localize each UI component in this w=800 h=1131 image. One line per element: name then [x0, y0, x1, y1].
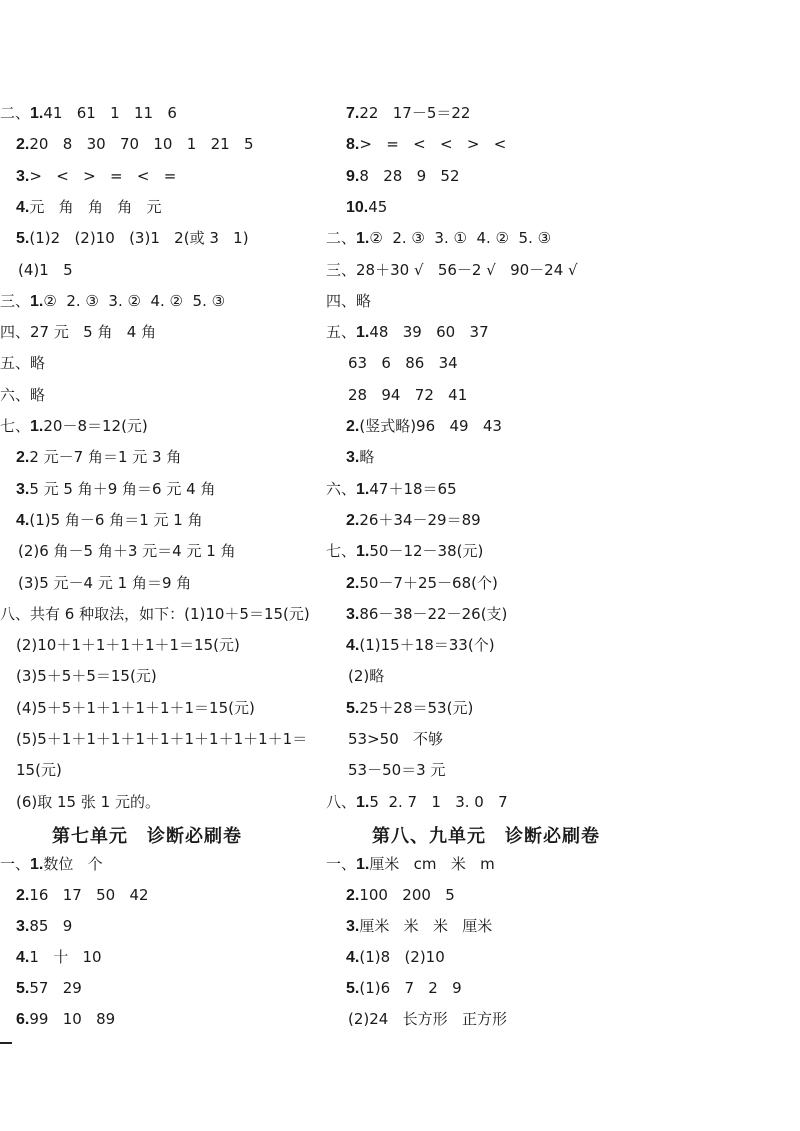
question-number: 1.: [356, 480, 370, 498]
question-number: 5.: [346, 980, 360, 997]
section-marker: 四、: [0, 323, 31, 342]
answer-line: [16, 761, 62, 779]
section-marker: 五、: [0, 354, 31, 373]
question-number: 5.: [16, 230, 30, 248]
section-marker: 八、: [0, 604, 31, 623]
answer-text: 略: [356, 291, 372, 310]
question-number: 6.: [16, 1011, 30, 1028]
question-number: 10.: [346, 198, 369, 216]
answer-line: [346, 917, 492, 936]
answer-text: 略: [30, 385, 46, 404]
answer-text: > < > = < =: [29, 166, 177, 185]
answer-line: [348, 667, 384, 685]
answer-text: > = < < > <: [359, 135, 507, 154]
question-number: 3.: [16, 480, 30, 498]
answer-text: 20 8 30 70 10 1 21 5: [29, 135, 254, 154]
answer-line: [326, 292, 371, 310]
answer-line: [326, 480, 457, 499]
answer-text: 57 29: [29, 979, 82, 997]
answer-line: [16, 667, 157, 685]
answer-line: [0, 386, 45, 404]
answer-line: [0, 292, 225, 311]
answer-line: [18, 261, 73, 279]
section-marker: 七、: [0, 417, 31, 435]
answer-line: [16, 730, 307, 748]
question-number: 2.: [346, 574, 360, 592]
section-marker: 二、: [326, 229, 357, 248]
answer-text: 27 元 5 角 4 角: [30, 323, 157, 342]
answer-line: [346, 886, 455, 905]
question-number: 1.: [356, 793, 370, 811]
answer-text: 20－8＝12(元): [43, 417, 148, 435]
answer-line: [0, 605, 310, 623]
answer-text: 厘米 米 米 厘米: [359, 917, 493, 935]
section-marker: 六、: [0, 385, 31, 404]
answer-text: 50－12－38(元): [369, 542, 484, 561]
answer-line: [346, 417, 502, 436]
section-marker: 八、: [326, 792, 357, 811]
answer-line: [348, 354, 458, 372]
answer-text: 22 17－5＝22: [359, 104, 471, 122]
question-number: 2.: [16, 136, 30, 154]
answer-text: (1)8 (2)10: [359, 948, 445, 966]
answer-text: 厘米 cm 米 m: [369, 855, 495, 873]
answer-text: (2)10＋1＋1＋1＋1＋1＝15(元): [16, 636, 240, 655]
answer-line: [348, 1010, 507, 1028]
question-number: 1.: [30, 418, 44, 435]
question-number: 1.: [30, 105, 44, 122]
question-number: 4.: [16, 949, 30, 966]
answer-line: [16, 511, 203, 530]
answer-text: (1)5 角－6 角＝1 元 1 角: [29, 510, 203, 529]
answer-text: 略: [30, 354, 46, 373]
section-marker: 二、: [0, 104, 31, 122]
answer-text: 15(元): [16, 761, 62, 780]
answer-line: [0, 323, 156, 341]
answer-line: [16, 699, 255, 717]
question-number: 9.: [346, 167, 360, 185]
answer-text: 共有 6 种取法，如下：(1)10＋5＝15(元): [30, 604, 310, 623]
question-number: 2.: [16, 887, 30, 904]
answer-text: ② 2. ③ 3. ② 4. ② 5. ③: [43, 291, 226, 310]
answer-text: (4)1 5: [18, 260, 73, 279]
answer-text: (竖式略)96 49 43: [359, 417, 502, 435]
answer-text: 28＋30 √ 56－2 √ 90－24 √: [356, 260, 578, 279]
answer-line: [346, 979, 462, 998]
answer-text: 25＋28＝53(元): [359, 698, 474, 717]
section-marker: 六、: [326, 479, 357, 498]
answer-line: [326, 323, 489, 342]
question-number: 3.: [346, 918, 360, 935]
answer-text: 85 9: [29, 917, 73, 935]
answer-line: [348, 730, 443, 748]
answer-line: [16, 1010, 115, 1029]
question-number: 1.: [356, 230, 370, 248]
answer-line: [346, 135, 506, 154]
answer-line: [0, 354, 45, 372]
answer-text: 28 94 72 41: [348, 385, 468, 404]
answer-text: (6)取 15 张 1 元的。: [16, 792, 160, 811]
answer-text: 53>50 不够: [348, 730, 444, 748]
question-number: 1.: [356, 324, 370, 342]
answer-text: 99 10 89: [29, 1010, 116, 1028]
answer-text: 元 角 角 角 元: [29, 197, 162, 216]
question-number: 5.: [16, 980, 30, 997]
answer-text: 数位 个: [43, 855, 103, 873]
answer-text: 45: [368, 197, 388, 216]
answer-text: 41 61 1 11 6: [43, 104, 177, 122]
unit-7-heading: 第七单元 诊断必刷卷: [52, 826, 242, 847]
answer-text: 48 39 60 37: [369, 323, 489, 342]
answer-line: [346, 198, 387, 217]
answer-line: [346, 699, 473, 718]
answer-line: [16, 636, 240, 654]
answer-line: [346, 167, 460, 186]
question-number: 1.: [356, 856, 370, 873]
answer-line: [346, 448, 374, 467]
answer-text: (5)5＋1＋1＋1＋1＋1＋1＋1＋1＋1＋1＝: [16, 730, 308, 748]
answer-line: [346, 948, 445, 967]
answer-line: [18, 574, 191, 592]
question-number: 1.: [356, 543, 370, 561]
answer-line: [16, 948, 102, 967]
answer-text: 5 2. 7 1 3. 0 7: [369, 792, 508, 811]
answer-text: (1)6 7 2 9: [359, 979, 462, 997]
answer-text: 86－38－22－26(支): [359, 604, 508, 623]
answer-text: 1 十 10: [29, 948, 102, 966]
answer-text: 8 28 9 52: [359, 166, 460, 185]
answer-line: [0, 417, 148, 436]
answer-line: [16, 167, 176, 186]
answer-text: 50－7＋25－68(个): [359, 573, 498, 592]
question-number: 7.: [346, 105, 360, 122]
question-number: 2.: [346, 887, 360, 904]
answer-line: [16, 480, 215, 499]
answer-text: (3)5 元－4 元 1 角＝9 角: [18, 573, 192, 592]
answer-line: [346, 636, 495, 655]
answer-text: (2)略: [348, 667, 385, 686]
answer-text: 2 元－7 角＝1 元 3 角: [29, 448, 182, 467]
question-number: 1.: [30, 856, 44, 873]
answer-text: 63 6 86 34: [348, 354, 458, 373]
answer-line: [18, 542, 236, 560]
section-marker: 三、: [0, 291, 31, 310]
section-marker: 五、: [326, 323, 357, 342]
question-number: 4.: [16, 511, 30, 529]
question-number: 2.: [346, 418, 360, 435]
question-number: 2.: [346, 511, 360, 529]
answer-line: [16, 979, 82, 998]
answer-text: 略: [359, 448, 375, 467]
answer-text: ② 2. ③ 3. ① 4. ② 5. ③: [369, 229, 552, 248]
answer-line: [16, 793, 160, 811]
answer-line: [16, 198, 162, 217]
answer-line: [346, 511, 481, 530]
answer-line: [16, 135, 254, 154]
answer-text: 26＋34－29＝89: [359, 510, 481, 529]
answer-line: [326, 855, 495, 874]
answer-line: [348, 386, 467, 404]
answer-text: 5 元 5 角＋9 角＝6 元 4 角: [29, 479, 216, 498]
answer-line: [346, 574, 498, 593]
section-marker: 一、: [326, 855, 357, 873]
page-edge-mark: [0, 1042, 12, 1044]
question-number: 1.: [30, 292, 44, 310]
question-number: 3.: [16, 167, 30, 185]
question-number: 3.: [16, 918, 30, 935]
unit-8-9-heading: 第八、九单元 诊断必刷卷: [372, 826, 600, 847]
question-number: 8.: [346, 136, 360, 154]
answer-line: [346, 605, 507, 624]
answer-text: (1)15＋18＝33(个): [359, 636, 495, 655]
answer-line: [346, 104, 470, 123]
answer-line: [0, 855, 103, 874]
answer-line: [326, 793, 508, 812]
answer-line: [326, 261, 578, 279]
question-number: 2.: [16, 449, 30, 467]
answer-line: [16, 917, 72, 936]
answer-text: (4)5＋5＋1＋1＋1＋1＋1＝15(元): [16, 698, 255, 717]
answer-line: [326, 229, 551, 248]
answer-line: [348, 761, 446, 779]
answer-text: 53－50＝3 元: [348, 761, 446, 780]
section-marker: 三、: [326, 260, 357, 279]
answer-line: [16, 886, 149, 905]
question-number: 4.: [16, 198, 30, 216]
question-number: 3.: [346, 605, 360, 623]
section-marker: 七、: [326, 542, 357, 561]
answer-line: [0, 104, 177, 123]
answer-line: [16, 448, 181, 467]
question-number: 4.: [346, 637, 360, 655]
answer-text: 16 17 50 42: [29, 886, 149, 904]
question-number: 3.: [346, 449, 360, 467]
answer-text: (2)24 长方形 正方形: [348, 1010, 507, 1028]
section-marker: 一、: [0, 855, 31, 873]
question-number: 5.: [346, 699, 360, 717]
answer-text: 47＋18＝65: [369, 479, 457, 498]
answer-text: (3)5＋5＋5＝15(元): [16, 667, 157, 686]
answer-text: (2)6 角－5 角＋3 元＝4 元 1 角: [18, 542, 236, 561]
answer-text: 100 200 5: [359, 886, 455, 904]
answer-line: [326, 542, 483, 561]
answer-text: (1)2 (2)10 (3)1 2(或 3 1): [29, 229, 249, 248]
section-marker: 四、: [326, 291, 357, 310]
answer-line: [16, 229, 249, 248]
question-number: 4.: [346, 949, 360, 966]
